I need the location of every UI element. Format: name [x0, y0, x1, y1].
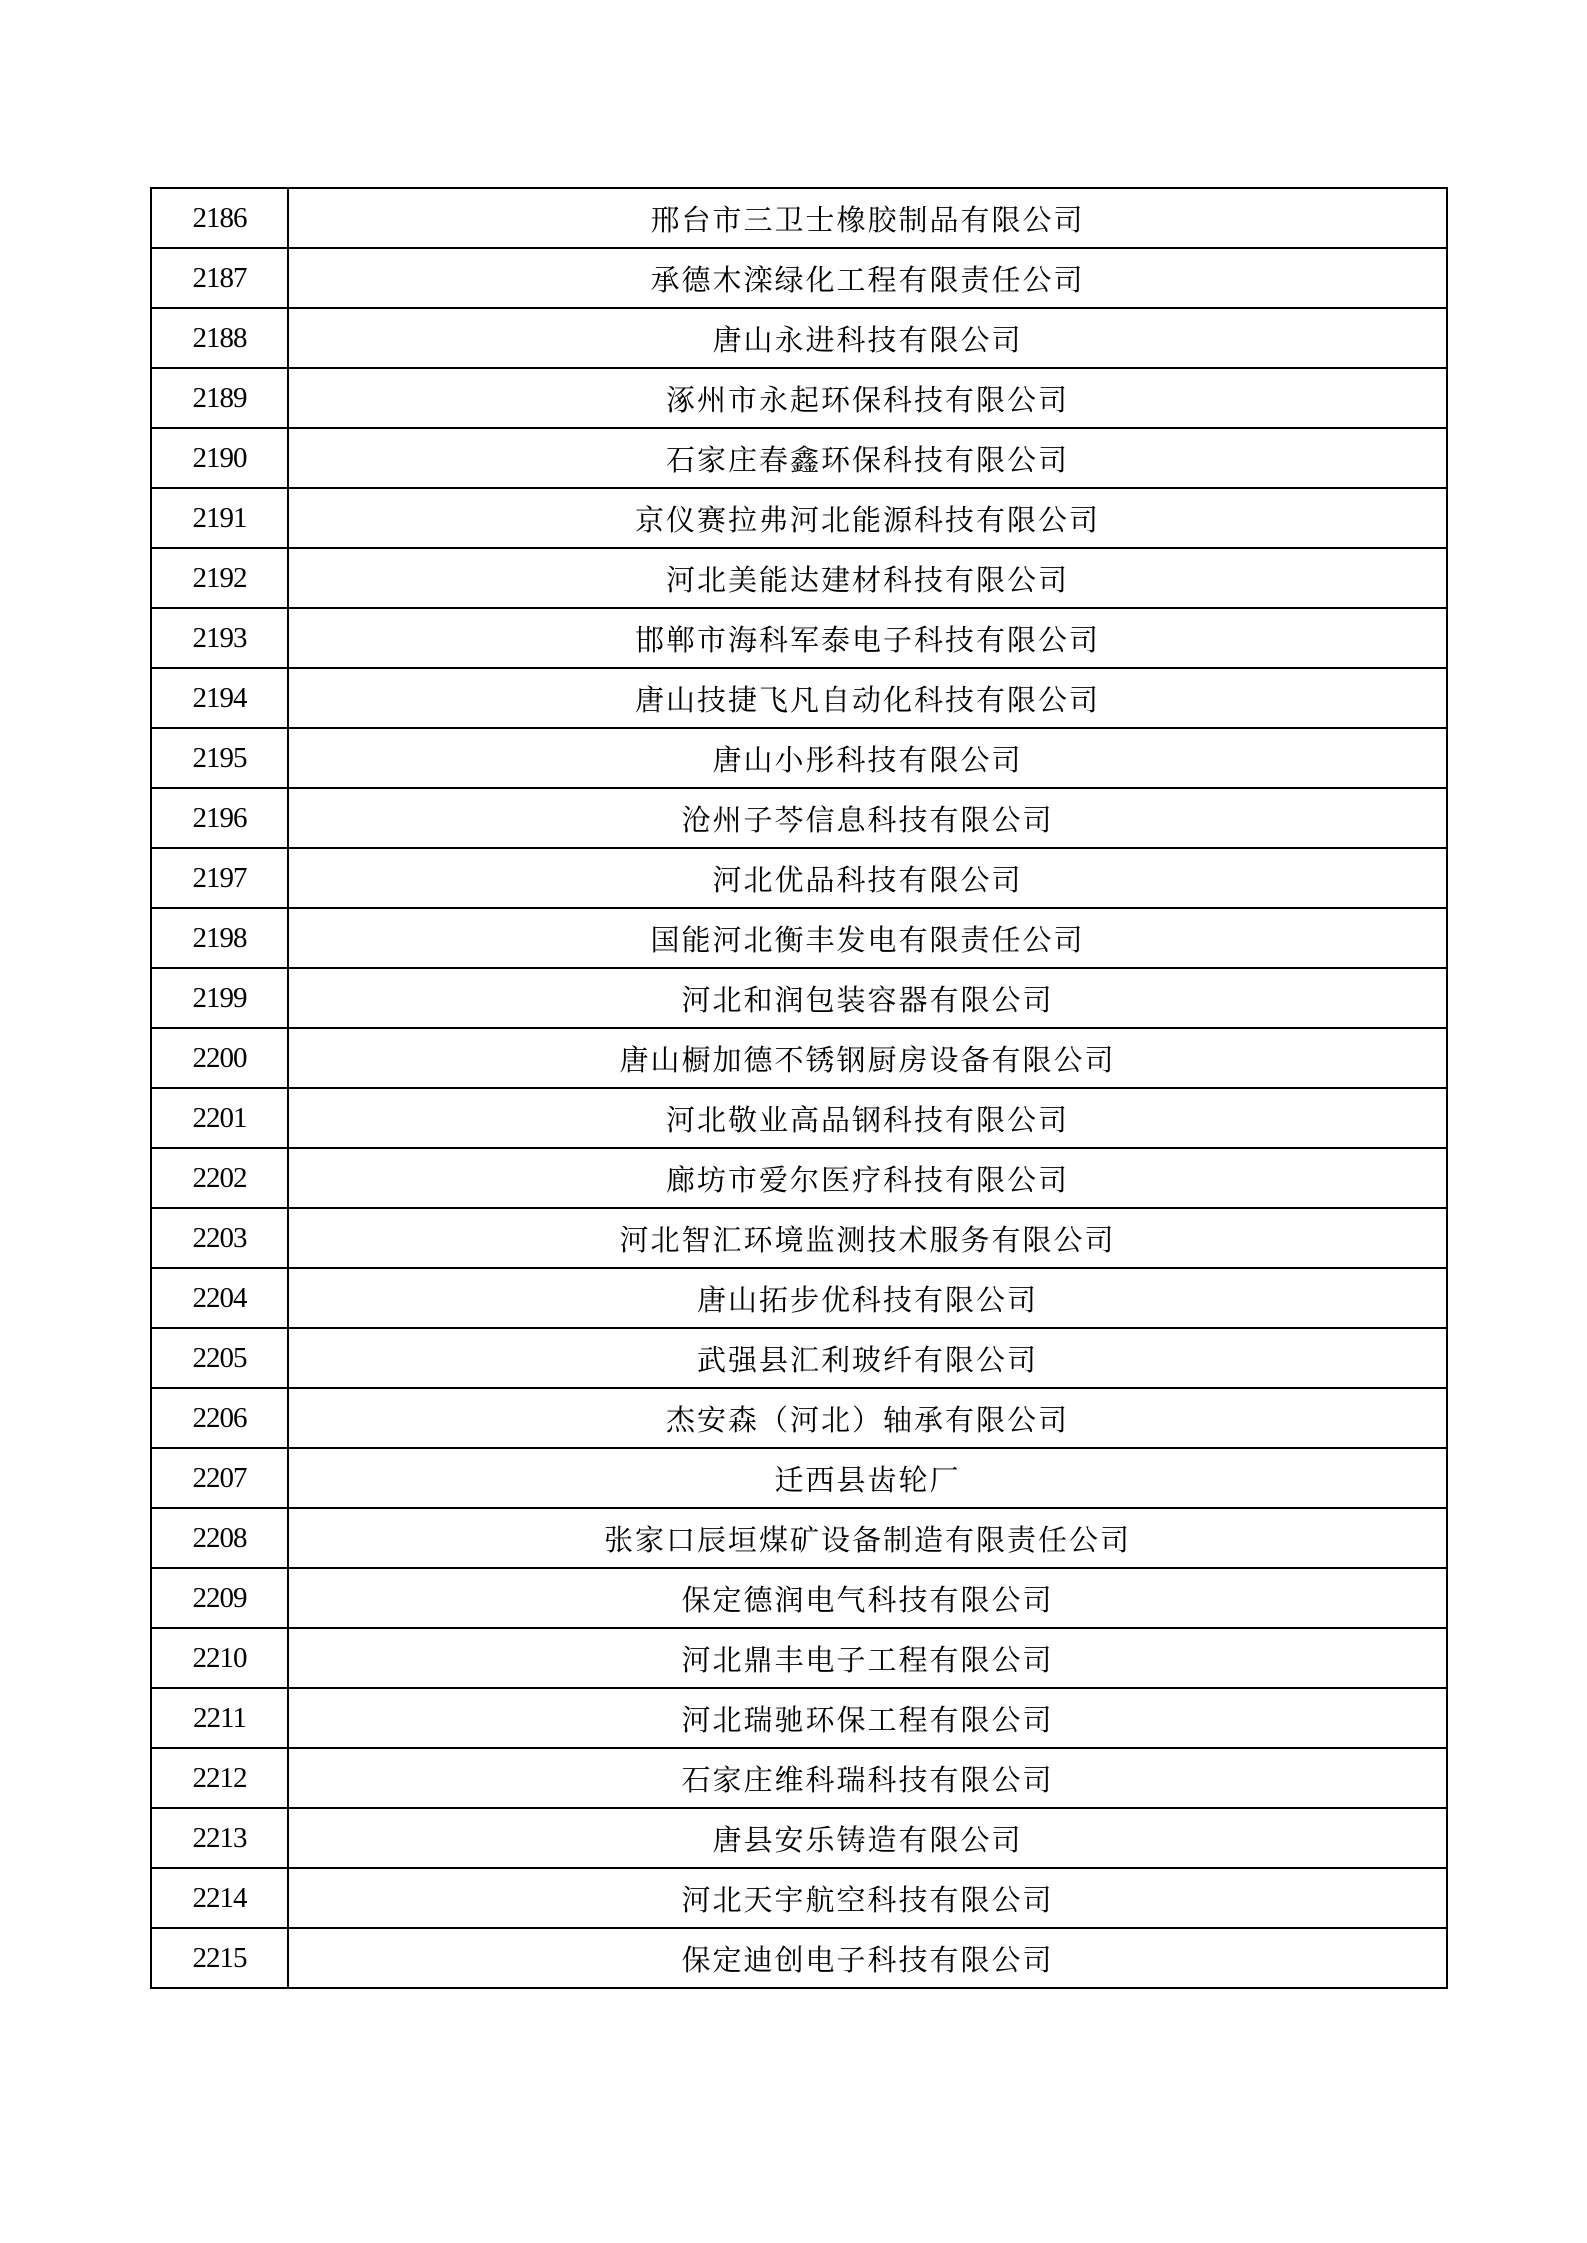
row-number: 2196 [151, 788, 288, 848]
company-name: 邢台市三卫士橡胶制品有限公司 [288, 188, 1447, 248]
row-number: 2194 [151, 668, 288, 728]
row-number: 2187 [151, 248, 288, 308]
company-name: 保定德润电气科技有限公司 [288, 1568, 1447, 1628]
company-name: 邯郸市海科军泰电子科技有限公司 [288, 608, 1447, 668]
table-row [151, 548, 1447, 608]
table-row [151, 1448, 1447, 1508]
table-row [151, 788, 1447, 848]
company-name: 杰安森（河北）轴承有限公司 [288, 1388, 1447, 1448]
company-list-table [150, 187, 1448, 1989]
row-number: 2200 [151, 1028, 288, 1088]
table-row [151, 1208, 1447, 1268]
table-row [151, 908, 1447, 968]
company-name: 迁西县齿轮厂 [288, 1448, 1447, 1508]
company-name: 石家庄春鑫环保科技有限公司 [288, 428, 1447, 488]
row-number: 2210 [151, 1628, 288, 1688]
row-number: 2205 [151, 1328, 288, 1388]
table-row [151, 248, 1447, 308]
table-row [151, 368, 1447, 428]
company-name: 唐山技捷飞凡自动化科技有限公司 [288, 668, 1447, 728]
table-row [151, 1328, 1447, 1388]
row-number: 2190 [151, 428, 288, 488]
company-name: 涿州市永起环保科技有限公司 [288, 368, 1447, 428]
table-row [151, 728, 1447, 788]
row-number: 2198 [151, 908, 288, 968]
table-row [151, 1628, 1447, 1688]
table-row [151, 1028, 1447, 1088]
table-row [151, 488, 1447, 548]
company-name: 廊坊市爱尔医疗科技有限公司 [288, 1148, 1447, 1208]
company-name: 京仪赛拉弗河北能源科技有限公司 [288, 488, 1447, 548]
row-number: 2208 [151, 1508, 288, 1568]
row-number: 2186 [151, 188, 288, 248]
row-number: 2209 [151, 1568, 288, 1628]
company-name: 河北敬业高品钢科技有限公司 [288, 1088, 1447, 1148]
table-row [151, 1148, 1447, 1208]
table-row [151, 1688, 1447, 1748]
row-number: 2195 [151, 728, 288, 788]
row-number: 2201 [151, 1088, 288, 1148]
table-row [151, 848, 1447, 908]
company-name: 保定迪创电子科技有限公司 [288, 1928, 1447, 1988]
table-row [151, 1388, 1447, 1448]
table-row [151, 668, 1447, 728]
company-name: 河北瑞驰环保工程有限公司 [288, 1688, 1447, 1748]
row-number: 2193 [151, 608, 288, 668]
company-name: 河北优品科技有限公司 [288, 848, 1447, 908]
table-row [151, 1088, 1447, 1148]
company-name: 唐山小彤科技有限公司 [288, 728, 1447, 788]
row-number: 2188 [151, 308, 288, 368]
company-name: 国能河北衡丰发电有限责任公司 [288, 908, 1447, 968]
table-row [151, 1808, 1447, 1868]
table-row [151, 608, 1447, 668]
row-number: 2199 [151, 968, 288, 1028]
table-row [151, 1268, 1447, 1328]
company-name: 河北和润包装容器有限公司 [288, 968, 1447, 1028]
table-row [151, 1928, 1447, 1988]
row-number: 2202 [151, 1148, 288, 1208]
table-row [151, 968, 1447, 1028]
table-row [151, 188, 1447, 248]
table-row [151, 1568, 1447, 1628]
company-name: 石家庄维科瑞科技有限公司 [288, 1748, 1447, 1808]
row-number: 2203 [151, 1208, 288, 1268]
company-name: 唐山拓步优科技有限公司 [288, 1268, 1447, 1328]
row-number: 2191 [151, 488, 288, 548]
table-row [151, 1868, 1447, 1928]
row-number: 2206 [151, 1388, 288, 1448]
row-number: 2214 [151, 1868, 288, 1928]
row-number: 2211 [151, 1688, 288, 1748]
company-name: 河北美能达建材科技有限公司 [288, 548, 1447, 608]
company-name: 河北鼎丰电子工程有限公司 [288, 1628, 1447, 1688]
row-number: 2207 [151, 1448, 288, 1508]
table-row [151, 1508, 1447, 1568]
row-number: 2192 [151, 548, 288, 608]
row-number: 2197 [151, 848, 288, 908]
row-number: 2212 [151, 1748, 288, 1808]
company-name: 河北天宇航空科技有限公司 [288, 1868, 1447, 1928]
company-name: 唐山永进科技有限公司 [288, 308, 1447, 368]
row-number: 2213 [151, 1808, 288, 1868]
row-number: 2204 [151, 1268, 288, 1328]
row-number: 2189 [151, 368, 288, 428]
company-name: 承德木滦绿化工程有限责任公司 [288, 248, 1447, 308]
table-row [151, 308, 1447, 368]
company-name: 唐县安乐铸造有限公司 [288, 1808, 1447, 1868]
company-name: 武强县汇利玻纤有限公司 [288, 1328, 1447, 1388]
table-row [151, 1748, 1447, 1808]
company-name: 张家口辰垣煤矿设备制造有限责任公司 [288, 1508, 1447, 1568]
company-name: 沧州子芩信息科技有限公司 [288, 788, 1447, 848]
row-number: 2215 [151, 1928, 288, 1988]
company-name: 河北智汇环境监测技术服务有限公司 [288, 1208, 1447, 1268]
table-row [151, 428, 1447, 488]
company-name: 唐山橱加德不锈钢厨房设备有限公司 [288, 1028, 1447, 1088]
